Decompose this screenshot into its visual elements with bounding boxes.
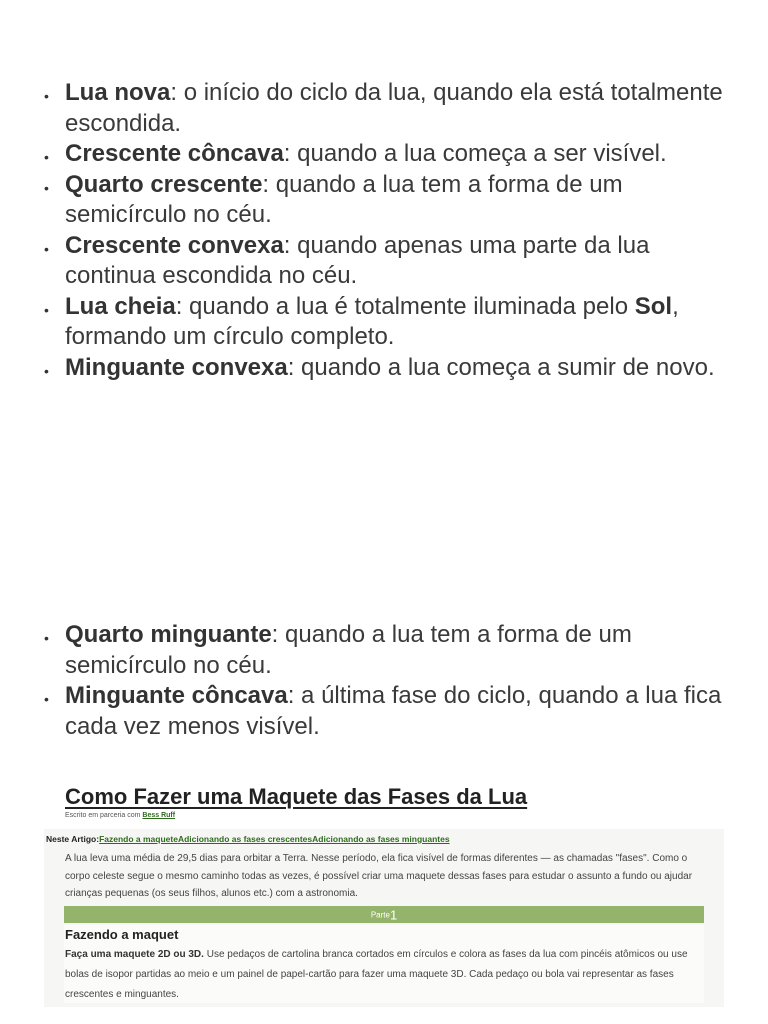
moon-phases-list-top (44, 78, 744, 383)
phase-name: Lua nova (65, 79, 171, 106)
toc-link-fazendo-a-maquete[interactable]: Fazendo a maquete (99, 834, 178, 844)
author-link[interactable]: Bess Ruff (142, 812, 176, 819)
article-title: Como Fazer uma Maquete das Fases da Lua (65, 784, 528, 809)
article-toc (46, 834, 450, 844)
list-item-minguante-concava (44, 681, 744, 742)
toc-link-fases-minguantes[interactable]: Adicionando as fases minguantes (312, 834, 450, 844)
part-number: 1 (389, 907, 398, 923)
list-item-lua-cheia (44, 292, 744, 353)
phase-emphasis: Sol (634, 292, 673, 320)
list-item-lua-nova (44, 78, 744, 139)
section-title: Fazendo a maquet (65, 927, 179, 942)
bullet-icon: • (44, 240, 49, 257)
bullet-icon: • (44, 630, 49, 646)
phase-name: Quarto crescente (65, 170, 263, 198)
step-text: Use pedaços de cartolina branca cortados em círculos e colora as fases da lua com pincéis atômicos ou use bolas de isopor partidas ao meio e um painel de papel-cartão para fazer uma maquete 3D. Cada pedaço ou bola vai representar as fases crescentes e minguantes. (65, 949, 688, 1000)
phase-name: Minguante convexa (65, 353, 288, 381)
phase-name: Crescente côncava (65, 140, 284, 167)
list-item-quarto-minguante (44, 620, 744, 681)
toc-label: Neste Artigo: (46, 834, 100, 844)
phase-name: Quarto minguante (65, 621, 272, 648)
byline (65, 812, 175, 819)
phase-name: Lua cheia (65, 292, 176, 320)
part-label: Parte (370, 910, 390, 920)
phase-description: : quando a lua começa a sumir de novo. (287, 353, 715, 381)
list-item-crescente-concava (44, 139, 744, 170)
article-intro: A lua leva uma média de 29,5 dias para orbitar a Terra. Nesse período, ela fica visível de formas diferentes — as chamadas "fases". Como o corpo celeste segue o mesmo caminho todas as vezes, é possível criar uma maquete dessas fases para estudar o assunto a fundo ou ajudar crianças pequenas (os seus filhos, alunos etc.) com a astronomia. (65, 853, 693, 899)
list-item-crescente-convexa (44, 231, 744, 292)
phase-description: : quando a lua tem a forma de um semicírculo no céu. (65, 621, 632, 679)
phase-description: : quando a lua é totalmente iluminada pelo (175, 292, 635, 320)
bullet-icon: • (44, 88, 49, 104)
phase-name: Minguante côncava (65, 682, 288, 709)
phase-description: : a última fase do ciclo, quando a lua fica cada vez menos visível. (65, 682, 722, 740)
bullet-icon: • (44, 691, 49, 707)
phase-description-continued: , formando um círculo completo. (65, 292, 679, 350)
bullet-icon: • (44, 301, 49, 318)
section-step (65, 945, 703, 1005)
section-block (64, 925, 704, 1003)
toc-link-fases-crescentes[interactable]: Adicionando as fases crescentes (177, 834, 313, 844)
moon-phases-list-bottom (44, 620, 744, 742)
bullet-icon: • (44, 362, 49, 379)
phase-description: : o início do ciclo da lua, quando ela está totalmente escondida. (65, 79, 723, 137)
list-item-quarto-crescente (44, 170, 744, 231)
list-item-minguante-convexa (44, 353, 744, 384)
step-title: Faça uma maquete 2D ou 3D. (65, 949, 204, 960)
phase-name: Crescente convexa (65, 231, 284, 259)
bullet-icon: • (44, 179, 49, 196)
phase-description: : quando a lua começa a ser visível. (283, 140, 667, 167)
part-header (64, 906, 704, 923)
byline-prefix: Escrito em parceria com (65, 812, 143, 819)
phase-description: : quando a lua tem a forma de um semicírculo no céu. (65, 170, 623, 228)
bullet-icon: • (44, 149, 49, 165)
phase-description: : quando apenas uma parte da lua continua escondida no céu. (65, 231, 650, 289)
